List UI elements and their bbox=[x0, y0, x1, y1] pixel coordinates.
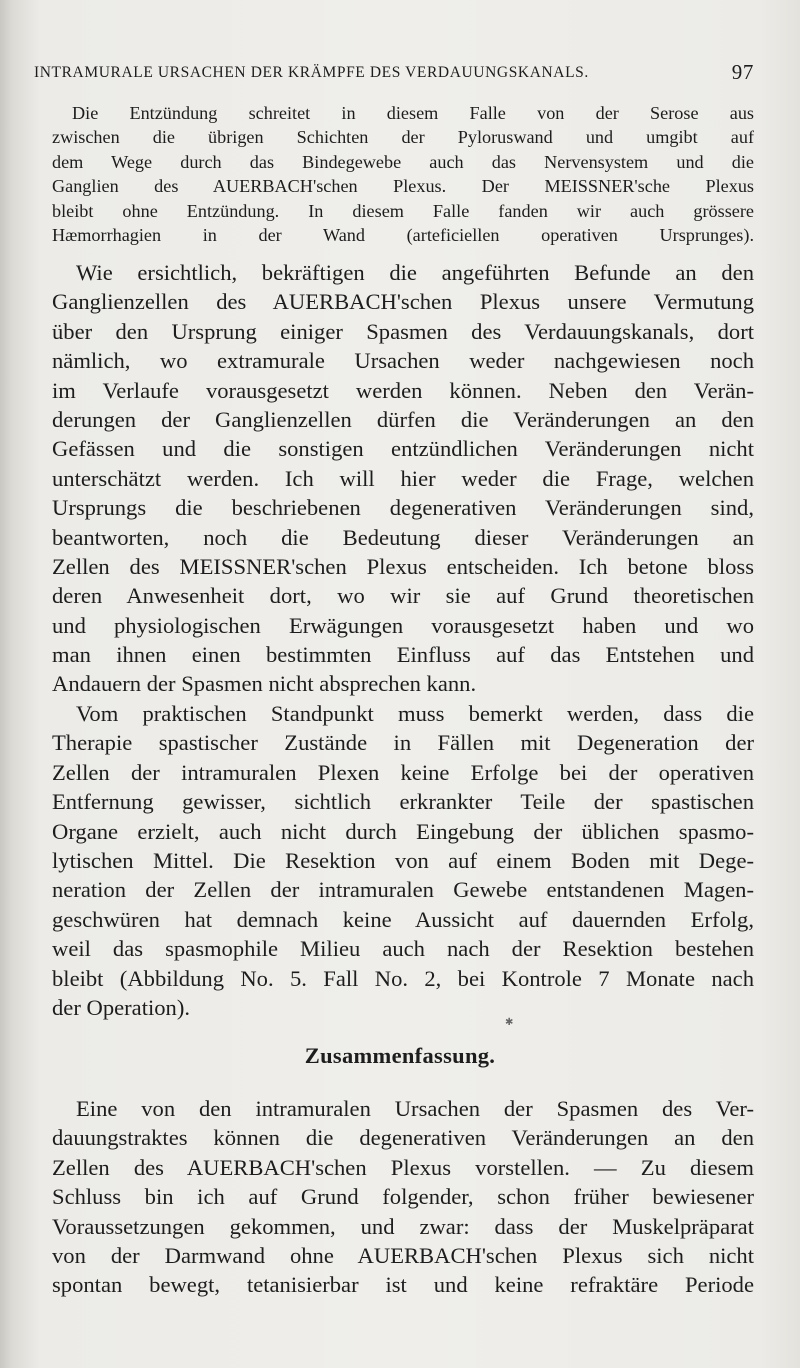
text-line: Vom praktischen Standpunkt muss bemerkt werden, dass die bbox=[76, 701, 754, 726]
text-line: deren Anwesenheit dort, wo wir sie auf Grund theoretischen bbox=[52, 583, 754, 609]
text-line: Ursprungs die beschriebenen degenerativen Veränderungen sind, bbox=[52, 495, 754, 521]
text-line: Entfernung gewisser, sichtlich erkrankter Teile der spastischen bbox=[52, 789, 754, 815]
text-line: beantworten, noch die Bedeutung dieser Veränderungen an bbox=[52, 524, 754, 550]
text-line: Wie ersichtlich, bekräftigen die angeführten Befunde an den bbox=[76, 260, 754, 285]
text-line: man ihnen einen bestimmten Einfluss auf das Entstehen und bbox=[52, 642, 754, 668]
text-line: neration der Zellen der intramuralen Gewebe entstandenen Magen- bbox=[52, 877, 754, 903]
text-line: Zellen des MEISSNER'schen Plexus entscheiden. Ich betone bloss bbox=[52, 553, 754, 579]
text-line: unterschätzt werden. Ich will hier weder die Frage, welchen bbox=[52, 465, 754, 491]
text-line: spontan bewegt, tetanisierbar ist und keine refraktäre Periode bbox=[52, 1272, 754, 1298]
page-number: 97 bbox=[731, 60, 754, 84]
text-line: von der Darmwand ohne AUERBACH'schen Plexus sich nicht bbox=[52, 1242, 754, 1268]
text-line: Organe erzielt, auch nicht durch Eingebung der üblichen spasmo- bbox=[52, 818, 754, 844]
text-line: Hæmorrhagien in der Wand (arteficiellen operativen Ursprunges). bbox=[52, 224, 754, 245]
text-line: Andauern der Spasmen nicht absprechen kann. bbox=[52, 671, 477, 697]
text-line: dem Wege durch das Bindegewebe auch das Nervensystem und die bbox=[52, 151, 754, 172]
text-line: Zellen der intramuralen Plexen keine Erfolge bei der operativen bbox=[52, 759, 754, 785]
text-line: Therapie spastischer Zustände in Fällen mit Degeneration der bbox=[52, 730, 754, 756]
text-line: Ganglienzellen des AUERBACH'schen Plexus unsere Vermutung bbox=[52, 289, 754, 315]
running-header bbox=[34, 62, 754, 86]
text-line: im Verlaufe vorausgesetzt werden können. Neben den Verän- bbox=[52, 377, 754, 403]
paragraph-main bbox=[52, 258, 754, 699]
section-heading: Zusammenfassung. bbox=[304, 1043, 496, 1068]
text-line: nämlich, wo extramurale Ursachen weder nachgewiesen noch bbox=[52, 348, 754, 374]
text-line: über den Ursprung einiger Spasmen des Verdauungskanals, dort bbox=[52, 318, 754, 344]
text-line: und physiologischen Erwägungen vorausgesetzt haben und wo bbox=[52, 612, 754, 638]
text-line: Eine von den intramuralen Ursachen der Spasmen des Ver- bbox=[76, 1096, 754, 1121]
text-line: bleibt ohne Entzündung. In diesem Falle fanden wir auch grössere bbox=[52, 200, 754, 221]
text-line: geschwüren hat demnach keine Aussicht auf dauernden Erfolg, bbox=[52, 906, 754, 932]
text-line: weil das spasmophile Milieu auch nach der Resektion bestehen bbox=[52, 936, 754, 962]
paragraph-small-print bbox=[52, 101, 754, 247]
text-line: dauungstraktes können die degenerativen Veränderungen an den bbox=[52, 1125, 754, 1151]
paragraph-practical bbox=[52, 699, 754, 1022]
text-line: Die Entzündung schreitet in diesem Falle von der Serose aus bbox=[72, 103, 754, 123]
text-line: der Operation). bbox=[52, 994, 191, 1020]
text-line: Schluss bin ich auf Grund folgender, schon früher bewiesener bbox=[52, 1184, 754, 1210]
running-title: INTRAMURALE URSACHEN DER KRÄMPFE DES VERDAUUNGSKANALS. bbox=[34, 64, 589, 81]
print-speck-ornament: ✱ bbox=[505, 1017, 514, 1028]
text-line: bleibt (Abbildung No. 5. Fall No. 2, bei Kontrole 7 Monate nach bbox=[52, 965, 754, 991]
text-line: derungen der Ganglienzellen dürfen die Veränderungen an den bbox=[52, 406, 754, 432]
text-line: Ganglien des AUERBACH'schen Plexus. Der MEISSNER'sche Plexus bbox=[52, 176, 754, 197]
text-line: zwischen die übrigen Schichten der Pyloruswand und umgibt auf bbox=[52, 127, 754, 148]
text-line: Voraussetzungen gekommen, und zwar: dass der Muskelpräparat bbox=[52, 1213, 754, 1239]
text-line: lytischen Mittel. Die Resektion von auf einem Boden mit Dege- bbox=[52, 847, 754, 873]
paragraph-summary bbox=[52, 1094, 754, 1300]
text-line: Gefässen und die sonstigen entzündlichen Veränderungen nicht bbox=[52, 436, 754, 462]
text-line: Zellen des AUERBACH'schen Plexus vorstellen. — Zu diesem bbox=[52, 1154, 754, 1180]
